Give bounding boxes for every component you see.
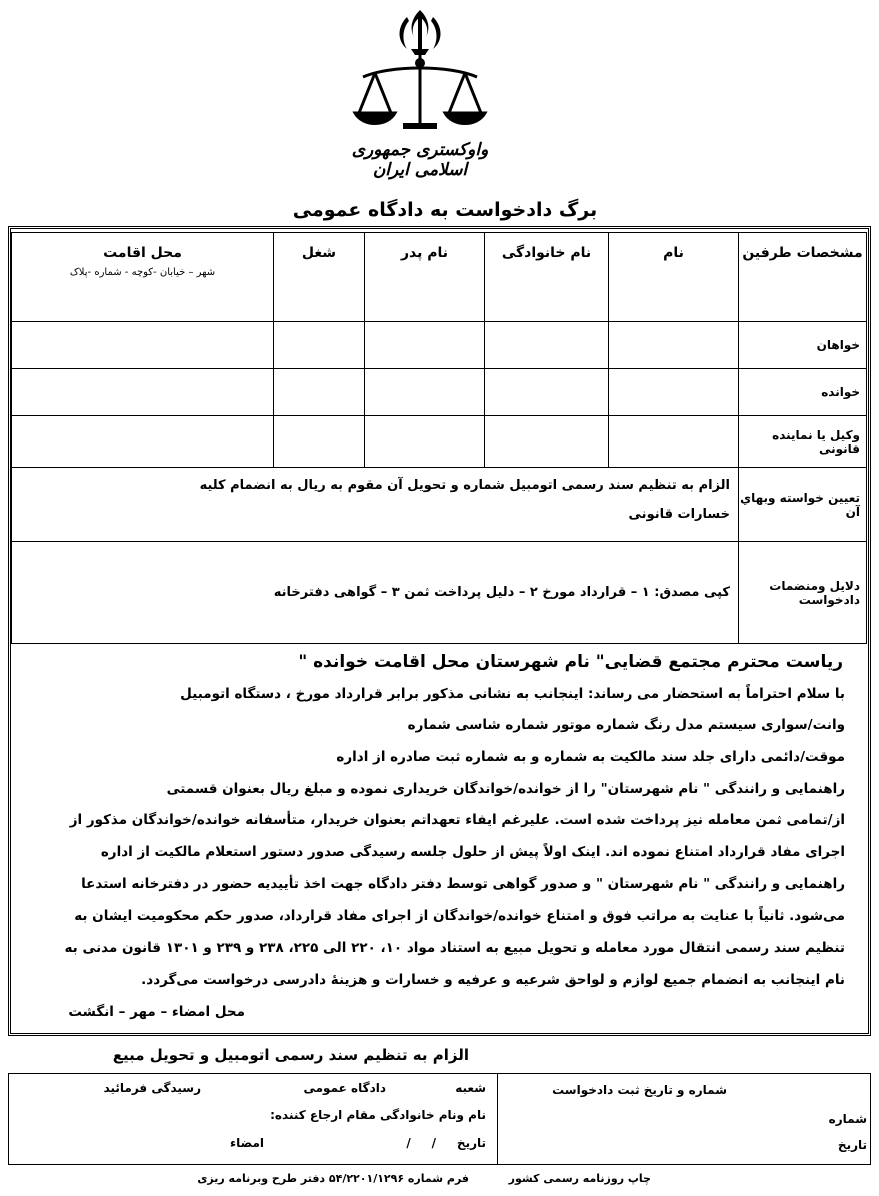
cell[interactable] [365,369,485,416]
footer-printer: چاپ روزنامه رسمی کشور [508,1172,651,1185]
residence-label: محل اقامت [103,245,182,261]
header-father-name: نام پدر [365,233,485,322]
petition-line-7: راهنمایی و رانندگی " نام شهرستان " و صدور گواهی توسط دفتر دادگاه جهت اخذ تأییدیه حضور در دفترخانه استدعا [81,876,845,892]
claim-label: تعیین خواسته وبهاي آن [739,468,867,542]
cell[interactable] [609,369,739,416]
cell[interactable] [485,416,609,468]
cell[interactable] [12,416,274,468]
form-title: برگ دادخواست به دادگاه عمومی [292,199,598,221]
referral-branch: شعبه [455,1081,486,1095]
cell[interactable] [485,322,609,369]
petition-line-8: می‌شود. ثانیاً با عنایت به مراتب فوق و امتناع خوانده/خواندگان از اجرای مفاد قرارداد، صدور حکم محکومیت ایشان به [74,908,845,924]
petition-line-3: موقت/دائمی دارای جلد سند مالکیت به شماره و به شماره ثبت صادره از اداره [336,749,845,765]
referral-authority: نام ونام خانوادگی مقام ارجاع کننده: [270,1108,486,1122]
row-label-plaintiff: خواهان [739,322,867,369]
header-residence [12,233,274,322]
residence-sub: شهر – خیابان -کوچه - شماره -پلاک [69,267,216,278]
claim-cell [12,468,739,542]
evidence-label: دلایل ومنضمات دادخواست [739,542,867,644]
cell[interactable] [274,416,365,468]
petition-line-2: وانت/سواری سیستم مدل رنگ شماره موتور شماره شاسی شماره [407,717,845,733]
cell[interactable] [609,416,739,468]
table-row [12,416,867,468]
petition-line-6: اجرای مفاد قرارداد امتناع نموده اند. اینک اولاً پیش از حلول جلسه رسیدگی صدور دستور استعلام مالکیت از اداره [100,844,845,860]
header-occupation: شغل [274,233,365,322]
petition-line-5: از/تمامی ثمن معامله نیز پرداخت شده است. علیرغم ایفاء تعهداتم بعنوان خریدار، متأسفانه خوانده/خواندگان مذکور از [69,812,845,828]
parties-table [11,232,867,644]
header-family-name: نام خانوادگی [485,233,609,322]
registration-number: شماره [828,1112,867,1126]
evidence-text: کپی مصدق: ۱ – قرارداد مورخ ۲ – دلیل پرداخت ثمن ۳ – گواهی دفترخانه [273,585,730,600]
claim-line-1: الزام به تنظیم سند رسمی اتومبیل شماره و تحویل آن مقوم به ریال به انضمام کلیه [199,478,730,493]
judiciary-title: واوکستری جمهوری اسلامی ایران [351,140,489,180]
header-name: نام [609,233,739,322]
row-label-defendant: خوانده [739,369,867,416]
cell[interactable] [365,416,485,468]
signature-line: محل امضاء – مهر – انگشت [68,1004,245,1020]
cell[interactable] [609,322,739,369]
petition-line-10: نام اینجانب به انضمام جمیع لوازم و لواحق شرعیه و عرفیه و خسارات و هزینۀ دادرسی درخواست می‌گردد. [141,972,845,988]
petition-line-4: راهنمایی و رانندگی " نام شهرستان" را از خوانده/خواندگان خریداری نموده و مبلغ ریال بعنوان قسمتی [166,781,845,797]
footer-form-number: فرم شماره ۵۴/۲۲۰۱/۱۲۹۶ دفتر طرح وبرنامه ریزی [197,1172,469,1185]
referral-court: دادگاه عمومی [303,1081,386,1095]
row-label-attorney: وکیل یا نماینده قانونی [739,416,867,468]
table-row [12,369,867,416]
header-party-specs: مشخصات طرفین [739,233,867,322]
cell[interactable] [274,369,365,416]
table-row [12,322,867,369]
summary-title: الزام به تنظیم سند رسمی اتومبیل و تحویل مبیع [112,1046,469,1064]
registration-date: تاریخ [837,1138,867,1152]
petition-line-9: تنظیم سند رسمی انتقال مورد معامله و تحویل مبیع به استناد مواد ۱۰، ۲۲۰ الی ۲۲۵، ۲۳۸ و ۲۳۹ و ۱۳۰۱ قانون مدنی به [64,940,845,956]
claim-line-2: خسارات قانونی [628,507,730,522]
cell[interactable] [365,322,485,369]
cell[interactable] [12,322,274,369]
referral-sign: امضاء [229,1136,264,1150]
referral-date: تاریخ / / [406,1136,486,1150]
cell[interactable] [485,369,609,416]
cell[interactable] [12,369,274,416]
evidence-cell [12,542,739,644]
petition-line-1: با سلام احتراماً به استحضار می رساند: اینجانب به نشانی مذکور برابر قرارداد مورخ ، دستگاه اتومبیل [180,686,845,702]
cell[interactable] [274,322,365,369]
petition-address: ریاست محترم مجتمع قضایی" نام شهرستان محل اقامت خوانده " [298,652,843,672]
bottom-divider [497,1073,498,1165]
registration-title: شماره و تاریخ ثبت دادخواست [552,1083,727,1097]
referral-review: رسیدگی فرمائید [103,1081,201,1095]
